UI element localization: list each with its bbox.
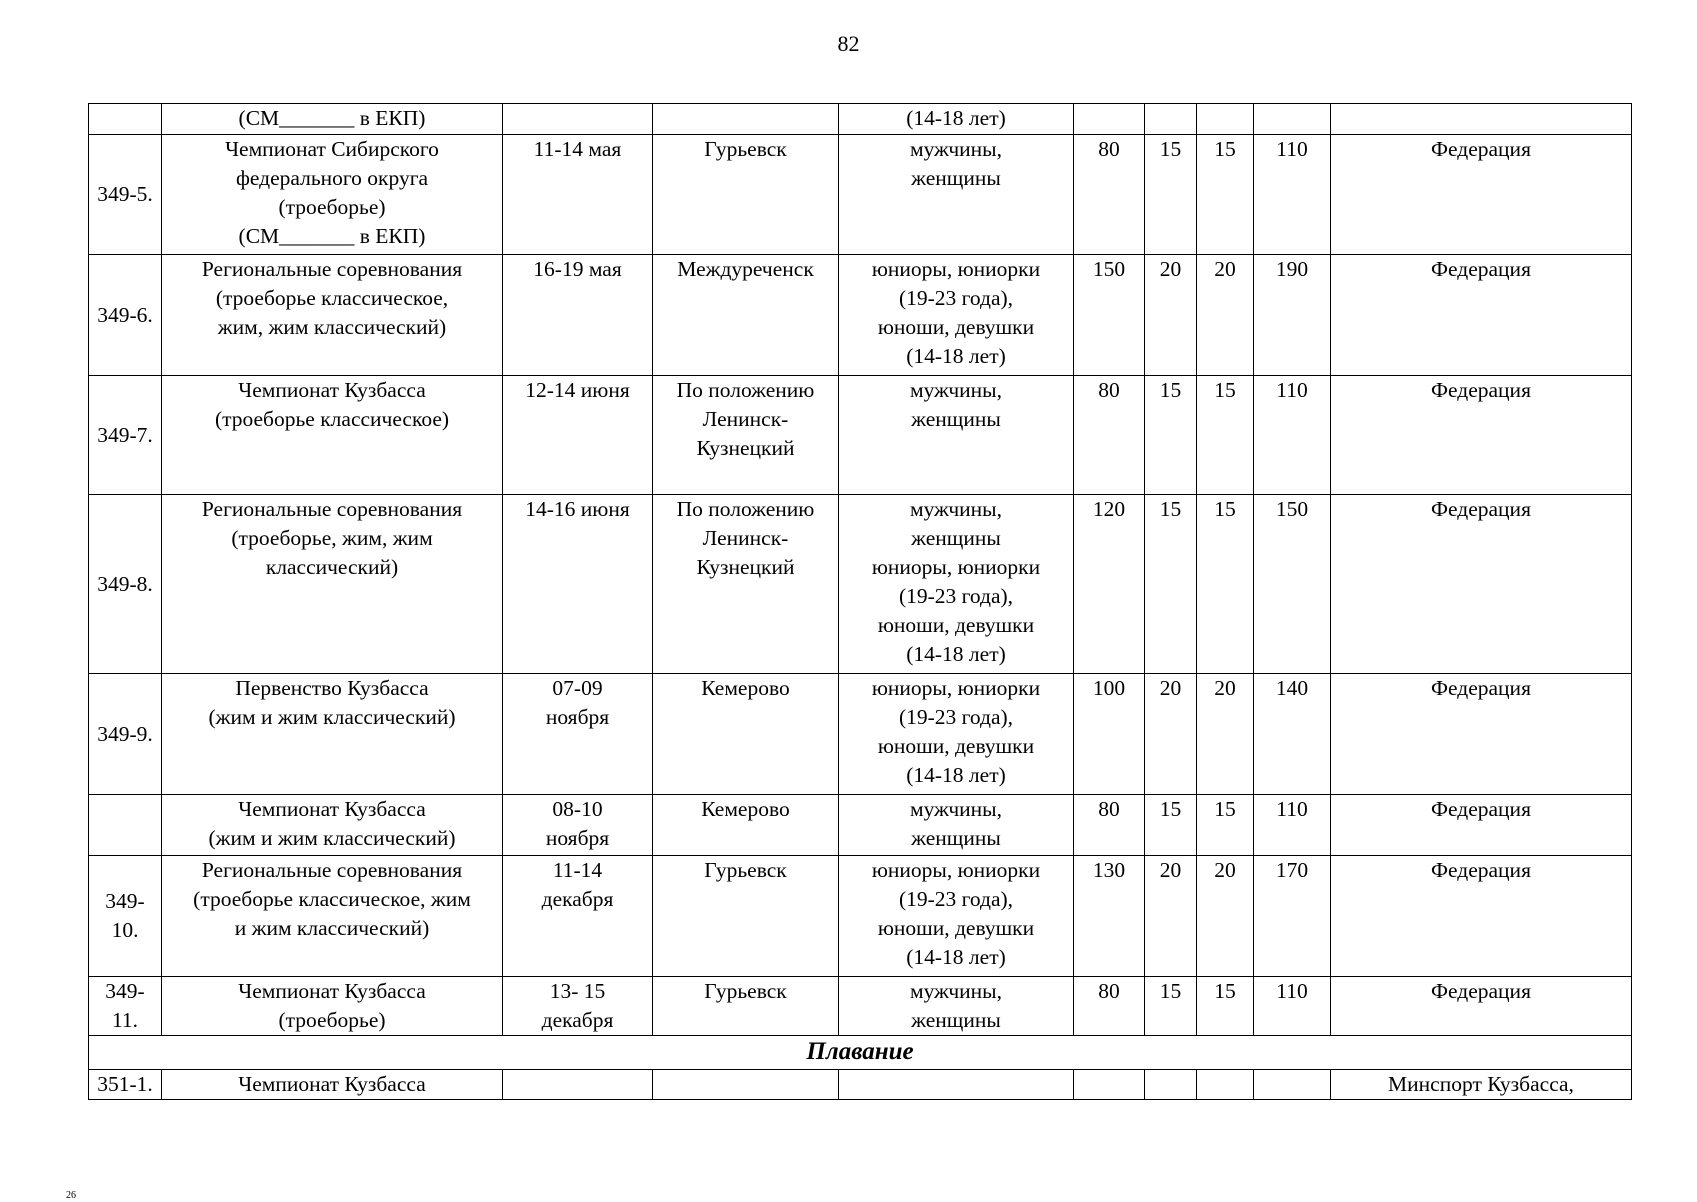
cell-total: [1254, 1070, 1331, 1100]
cell-participants-line: юниоры, юниорки: [871, 676, 1041, 700]
cell-dates-line: 13- 15: [549, 979, 606, 1003]
table-row: [89, 135, 1632, 255]
cell-participants: [839, 376, 1074, 495]
cell-count-1: [1074, 376, 1145, 495]
cell-event: [162, 856, 503, 977]
cell-organizer-value: Федерация: [1431, 979, 1531, 1003]
cell-count-2-value: 15: [1159, 797, 1182, 821]
cell-participants: [839, 495, 1074, 674]
cell-count-2-value: 15: [1159, 979, 1182, 1003]
cell-count-3-value: 20: [1214, 858, 1236, 882]
cell-number: [89, 376, 162, 495]
cell-participants-line: (19-23 года),: [898, 705, 1014, 729]
cell-dates: [503, 977, 653, 1036]
cell-participants: [839, 674, 1074, 795]
page-number: 82: [837, 31, 860, 56]
cell-total-value: 110: [1276, 797, 1308, 821]
table-row: [89, 1070, 1632, 1100]
cell-participants-line: женщины: [911, 407, 1001, 431]
cell-number-line: 349-9.: [97, 721, 153, 746]
cell-organizer-value: Федерация: [1431, 257, 1531, 281]
cell-number-line: 11.: [111, 1008, 139, 1032]
cell-count-3: [1197, 795, 1254, 856]
cell-total-value: 150: [1275, 497, 1309, 521]
cell-number-line: 351-1.: [97, 1072, 153, 1096]
cell-place-line: Ленинск-: [702, 407, 789, 431]
events-table: [88, 103, 1632, 1100]
cell-organizer-value: Федерация: [1431, 497, 1531, 521]
cell-organizer: [1331, 674, 1632, 795]
cell-event: [162, 674, 503, 795]
cell-count-2: [1145, 255, 1197, 376]
cell-event-line: (троеборье классическое,: [215, 286, 449, 310]
cell-number: [89, 495, 162, 674]
cell-participants: [839, 977, 1074, 1036]
cell-dates-line: 11-14 мая: [533, 137, 622, 161]
cell-event-line: жим, жим классический): [217, 315, 447, 339]
cell-participants-line: юниоры, юниорки: [871, 858, 1041, 882]
cell-event-line: Чемпионат Сибирского: [225, 137, 439, 161]
cell-organizer: [1331, 977, 1632, 1036]
cell-total-value: 170: [1275, 858, 1309, 882]
cell-count-2-value: 15: [1159, 497, 1182, 521]
cell-total: [1254, 795, 1331, 856]
cell-event: [162, 1070, 503, 1100]
cell-participants: [839, 856, 1074, 977]
cell-dates: [503, 255, 653, 376]
cell-place-line: Гурьевск: [704, 979, 787, 1003]
cell-participants-line: (19-23 года),: [898, 286, 1014, 310]
cell-dates: [503, 104, 653, 135]
cell-event-line: (СМ_______ в ЕКП): [238, 224, 426, 248]
section-title: Плавание: [806, 1038, 914, 1065]
cell-number-line: 349-8.: [97, 571, 153, 596]
cell-place: [653, 495, 839, 674]
cell-dates: [503, 495, 653, 674]
cell-count-1: [1074, 674, 1145, 795]
cell-number: [89, 856, 162, 977]
cell-participants-line: женщины: [911, 166, 1001, 190]
cell-place: [653, 104, 839, 135]
cell-participants-line: мужчины,: [909, 137, 1003, 161]
cell-participants-line: юноши, девушки: [877, 916, 1035, 940]
cell-event-line: Чемпионат Кузбасса: [238, 378, 426, 402]
cell-count-1-value: 80: [1098, 137, 1120, 161]
cell-place: [653, 376, 839, 495]
cell-number: [89, 674, 162, 795]
cell-total: [1254, 856, 1331, 977]
cell-count-1: [1074, 795, 1145, 856]
cell-place-line: По положению: [676, 378, 815, 402]
cell-organizer: [1331, 255, 1632, 376]
cell-organizer-value: Федерация: [1431, 676, 1531, 700]
cell-place: [653, 135, 839, 255]
cell-count-1-value: 120: [1092, 497, 1126, 521]
cell-event: [162, 255, 503, 376]
cell-participants-line: (14-18 лет): [906, 763, 1006, 787]
cell-place-line: Ленинск-: [702, 526, 789, 550]
cell-participants-line: юноши, девушки: [877, 315, 1035, 339]
cell-number-line: 349-: [105, 979, 145, 1003]
cell-number-line: 349-5.: [97, 182, 153, 206]
cell-count-3: [1197, 856, 1254, 977]
cell-total-value: 110: [1276, 378, 1308, 402]
cell-participants-line: (14-18 лет): [906, 945, 1006, 969]
cell-total: [1254, 376, 1331, 495]
cell-place-line: Кемерово: [701, 676, 790, 700]
cell-number: [89, 795, 162, 856]
cell-count-3: [1197, 674, 1254, 795]
cell-place: [653, 795, 839, 856]
cell-event-line: (троеборье классическое, жим: [193, 887, 471, 911]
cell-place-line: Кемерово: [701, 797, 790, 821]
cell-place: [653, 1070, 839, 1100]
cell-dates-line: 12-14 июня: [525, 378, 630, 402]
cell-count-1: [1074, 856, 1145, 977]
cell-dates-line: 16-19 мая: [533, 257, 622, 281]
cell-count-2-value: 20: [1159, 257, 1182, 281]
cell-organizer: [1331, 856, 1632, 977]
cell-number: [89, 104, 162, 135]
cell-total: [1254, 255, 1331, 376]
table-row: [89, 495, 1632, 674]
cell-event: [162, 977, 503, 1036]
cell-participants: [839, 795, 1074, 856]
cell-count-3: [1197, 977, 1254, 1036]
cell-event-line: (жим и жим классический): [208, 705, 456, 729]
table-row: [89, 255, 1632, 376]
cell-event: [162, 495, 503, 674]
cell-count-3: [1197, 104, 1254, 135]
cell-number-line: 349-7.: [97, 422, 153, 447]
cell-count-2-value: 15: [1159, 137, 1182, 161]
cell-event: [162, 104, 503, 135]
cell-count-1-value: 100: [1092, 676, 1126, 700]
cell-count-2-value: 20: [1159, 858, 1182, 882]
cell-count-3-value: 15: [1214, 137, 1236, 161]
cell-count-2: [1145, 856, 1197, 977]
cell-count-1: [1074, 104, 1145, 135]
cell-event-line: Первенство Кузбасса: [235, 676, 429, 700]
cell-count-2: [1145, 795, 1197, 856]
cell-participants-line: (19-23 года),: [898, 584, 1014, 608]
cell-count-1-value: 80: [1098, 378, 1120, 402]
cell-count-1-value: 80: [1098, 797, 1120, 821]
cell-participants-line: юноши, девушки: [877, 734, 1035, 758]
cell-total: [1254, 495, 1331, 674]
cell-place-line: Междуреченск: [677, 257, 814, 281]
cell-event-line: федерального округа: [235, 166, 429, 190]
cell-count-1: [1074, 135, 1145, 255]
section-header-cell: [89, 1036, 1632, 1070]
cell-event-line: Региональные соревнования: [201, 497, 463, 521]
cell-count-2: [1145, 674, 1197, 795]
events-table-body: [89, 104, 1632, 1100]
cell-count-2: [1145, 495, 1197, 674]
table-row: [89, 104, 1632, 135]
cell-place-line: Гурьевск: [704, 137, 787, 161]
table-row: [89, 977, 1632, 1036]
cell-total: [1254, 104, 1331, 135]
cell-place-line: По положению: [676, 497, 815, 521]
cell-count-3: [1197, 255, 1254, 376]
cell-event-line: (жим и жим классический): [208, 826, 456, 850]
cell-count-2: [1145, 376, 1197, 495]
cell-place: [653, 977, 839, 1036]
cell-dates-line: 07-09: [552, 676, 603, 700]
cell-count-3: [1197, 1070, 1254, 1100]
cell-count-3-value: 15: [1214, 797, 1236, 821]
cell-count-2: [1145, 104, 1197, 135]
table-row: [89, 674, 1632, 795]
cell-count-2: [1145, 135, 1197, 255]
cell-dates-line: декабря: [541, 887, 614, 911]
cell-count-3-value: 20: [1214, 257, 1236, 281]
cell-dates: [503, 795, 653, 856]
cell-count-2-value: 20: [1159, 676, 1182, 700]
cell-total: [1254, 977, 1331, 1036]
cell-place: [653, 674, 839, 795]
cell-dates-line: 14-16 июня: [525, 497, 630, 521]
cell-count-3-value: 15: [1214, 979, 1236, 1003]
section-header-row: [89, 1036, 1632, 1070]
cell-event-line: (троеборье, жим, жим: [231, 526, 433, 550]
cell-place-line: Гурьевск: [704, 858, 787, 882]
cell-count-1: [1074, 1070, 1145, 1100]
cell-dates-line: ноября: [545, 705, 610, 729]
cell-event: [162, 376, 503, 495]
cell-count-1-value: 130: [1092, 858, 1126, 882]
cell-total-value: 110: [1276, 137, 1308, 161]
cell-event-line: (троеборье): [278, 1008, 386, 1032]
cell-total-value: 110: [1276, 979, 1308, 1003]
cell-organizer: [1331, 376, 1632, 495]
cell-organizer-value: Минспорт Кузбасса,: [1388, 1072, 1574, 1096]
cell-participants-line: женщины: [911, 826, 1001, 850]
cell-dates-line: декабря: [541, 1008, 614, 1032]
cell-count-1: [1074, 495, 1145, 674]
cell-place-line: Кузнецкий: [696, 555, 795, 579]
cell-organizer: [1331, 1070, 1632, 1100]
cell-participants-line: женщины: [911, 1008, 1001, 1032]
cell-count-3: [1197, 135, 1254, 255]
cell-dates-line: 11-14: [552, 858, 603, 882]
cell-participants: [839, 1070, 1074, 1100]
cell-participants-line: мужчины,: [909, 497, 1003, 521]
cell-event-line: (троеборье классическое): [214, 407, 450, 431]
cell-count-1: [1074, 255, 1145, 376]
cell-count-1: [1074, 977, 1145, 1036]
cell-organizer: [1331, 795, 1632, 856]
cell-dates: [503, 1070, 653, 1100]
cell-participants-line: женщины: [911, 526, 1001, 550]
cell-event-line: Чемпионат Кузбасса: [238, 797, 426, 821]
cell-place: [653, 255, 839, 376]
cell-participants-line: мужчины,: [909, 378, 1003, 402]
cell-number: [89, 255, 162, 376]
cell-participants-line: (14-18 лет): [906, 642, 1006, 666]
cell-participants-line: мужчины,: [909, 797, 1003, 821]
cell-place-line: Кузнецкий: [696, 436, 795, 460]
cell-participants-line: юниоры, юниорки: [871, 257, 1041, 281]
cell-total-value: 190: [1275, 257, 1309, 281]
cell-participants-line: юниоры, юниорки: [871, 555, 1041, 579]
cell-count-1-value: 80: [1098, 979, 1120, 1003]
cell-number-line: 349-6.: [97, 302, 153, 327]
cell-count-3: [1197, 495, 1254, 674]
cell-event-line: классический): [265, 555, 399, 579]
cell-number: [89, 135, 162, 255]
cell-event-line: Региональные соревнования: [201, 257, 463, 281]
cell-count-3-value: 20: [1214, 676, 1236, 700]
cell-number: [89, 977, 162, 1036]
cell-count-2: [1145, 977, 1197, 1036]
cell-number: [89, 1070, 162, 1100]
cell-event: [162, 795, 503, 856]
cell-event-line: (троеборье): [278, 195, 386, 219]
cell-participants-line: (14-18 лет): [906, 106, 1006, 130]
cell-participants-line: мужчины,: [909, 979, 1003, 1003]
cell-total-value: 140: [1275, 676, 1309, 700]
cell-count-2-value: 15: [1159, 378, 1182, 402]
cell-event-line: Чемпионат Кузбасса: [238, 979, 426, 1003]
table-row: [89, 795, 1632, 856]
cell-count-3-value: 15: [1214, 378, 1236, 402]
cell-dates-line: 08-10: [552, 797, 603, 821]
cell-event-line: Региональные соревнования: [201, 858, 463, 882]
cell-count-2: [1145, 1070, 1197, 1100]
cell-dates: [503, 856, 653, 977]
cell-organizer: [1331, 135, 1632, 255]
cell-number-line: 349-: [105, 889, 145, 913]
cell-participants-line: (14-18 лет): [906, 344, 1006, 368]
cell-count-3: [1197, 376, 1254, 495]
footnote-mark: 26: [66, 1190, 76, 1201]
cell-participants-line: (19-23 года),: [898, 887, 1014, 911]
cell-dates: [503, 135, 653, 255]
cell-participants: [839, 135, 1074, 255]
cell-organizer-value: Федерация: [1431, 797, 1531, 821]
cell-event-line: Чемпионат Кузбасса: [238, 1072, 426, 1096]
table-row: [89, 376, 1632, 495]
cell-organizer: [1331, 495, 1632, 674]
cell-organizer-value: Федерация: [1431, 858, 1531, 882]
table-row: [89, 856, 1632, 977]
cell-participants-line: юноши, девушки: [877, 613, 1035, 637]
cell-organizer: [1331, 104, 1632, 135]
cell-place: [653, 856, 839, 977]
cell-event-line: и жим классический): [234, 916, 430, 940]
cell-participants: [839, 255, 1074, 376]
cell-count-1-value: 150: [1092, 257, 1126, 281]
cell-participants: [839, 104, 1074, 135]
cell-dates: [503, 376, 653, 495]
cell-organizer-value: Федерация: [1431, 137, 1531, 161]
cell-dates-line: ноября: [545, 826, 610, 850]
cell-organizer-value: Федерация: [1431, 378, 1531, 402]
cell-event-line: (СМ_______ в ЕКП): [238, 106, 426, 130]
cell-number-line: 10.: [111, 918, 139, 942]
cell-dates: [503, 674, 653, 795]
cell-total: [1254, 135, 1331, 255]
cell-event: [162, 135, 503, 255]
cell-total: [1254, 674, 1331, 795]
cell-count-3-value: 15: [1214, 497, 1236, 521]
